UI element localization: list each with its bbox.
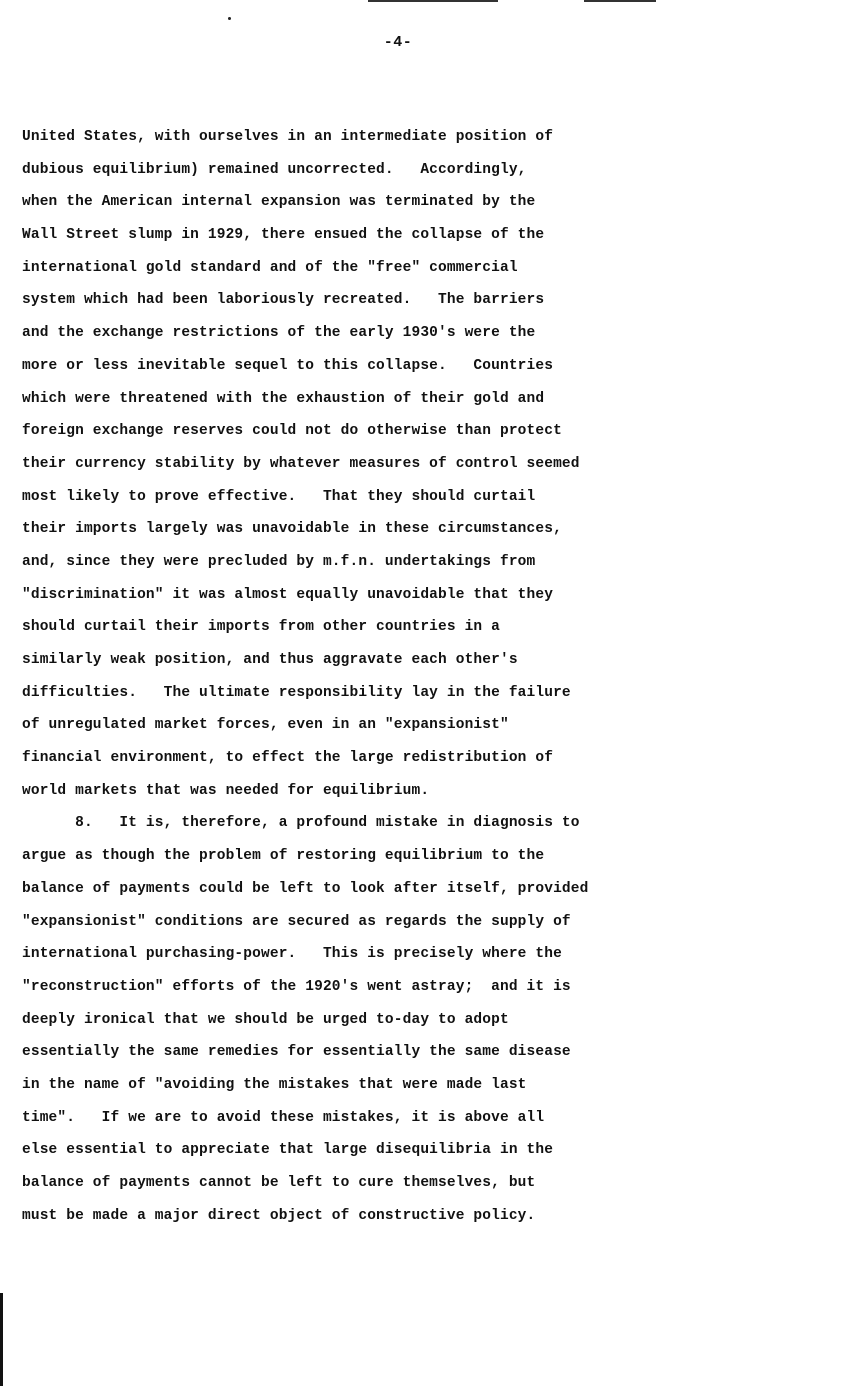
text-line: financial environment, to effect the large redistribution of (22, 750, 554, 767)
body-text (22, 121, 662, 1232)
text-line: which were threatened with the exhaustion of their gold and (22, 390, 545, 407)
text-line: foreign exchange reserves could not do otherwise than protect (22, 423, 562, 440)
text-line: difficulties. The ultimate responsibility lay in the failure (22, 684, 571, 701)
top-edge-mark (368, 0, 498, 2)
text-line: international purchasing-power. This is precisely where the (22, 946, 562, 963)
text-line: in the name of "avoiding the mistakes that were made last (22, 1076, 527, 1093)
text-line: balance of payments could be left to look after itself, provided (22, 880, 589, 897)
text-line: time". If we are to avoid these mistakes, it is above all (22, 1109, 545, 1126)
text-line: their currency stability by whatever measures of control seemed (22, 455, 580, 472)
text-line: their imports largely was unavoidable in these circumstances, (22, 521, 562, 538)
text-line: when the American internal expansion was terminated by the (22, 194, 536, 211)
text-line: more or less inevitable sequel to this collapse. Countries (22, 357, 554, 374)
text-line: and, since they were precluded by m.f.n. undertakings from (22, 553, 536, 570)
text-line: international gold standard and of the "free" commercial (22, 259, 518, 276)
text-line: similarly weak position, and thus aggravate each other's (22, 652, 518, 668)
paragraph-8-start: 8. It is, therefore, a profound mistake in diagnosis to (22, 815, 580, 832)
text-line: "reconstruction" efforts of the 1920's went astray; and it is (22, 978, 571, 995)
scan-speck (228, 17, 231, 20)
text-line: should curtail their imports from other countries in a (22, 619, 500, 636)
top-edge-mark (584, 0, 656, 2)
text-line: argue as though the problem of restoring equilibrium to the (22, 848, 545, 865)
text-line: must be made a major direct object of constructive policy. (22, 1207, 536, 1224)
text-line: else essential to appreciate that large disequilibria in the (22, 1142, 554, 1159)
text-line: of unregulated market forces, even in an "expansionist" (22, 717, 509, 734)
text-line: balance of payments cannot be left to cure themselves, but (22, 1175, 536, 1191)
text-line: Wall Street slump in 1929, there ensued the collapse of the (22, 227, 545, 244)
text-line: United States, with ourselves in an intermediate position of (22, 129, 554, 145)
text-line: "expansionist" conditions are secured as regards the supply of (22, 913, 571, 930)
text-line: and the exchange restrictions of the early 1930's were the (22, 325, 536, 342)
text-line: dubious equilibrium) remained uncorrected. Accordingly, (22, 161, 527, 178)
text-line: deeply ironical that we should be urged to-day to adopt (22, 1011, 509, 1028)
text-line: world markets that was needed for equilibrium. (22, 782, 430, 799)
text-line: most likely to prove effective. That they should curtail (22, 488, 536, 505)
scan-margin-bar (0, 1293, 3, 1386)
page-number: -4- (383, 34, 413, 51)
text-line: essentially the same remedies for essentially the same disease (22, 1044, 571, 1061)
text-line: system which had been laboriously recreated. The barriers (22, 292, 545, 309)
text-line: "discrimination" it was almost equally unavoidable that they (22, 586, 554, 603)
